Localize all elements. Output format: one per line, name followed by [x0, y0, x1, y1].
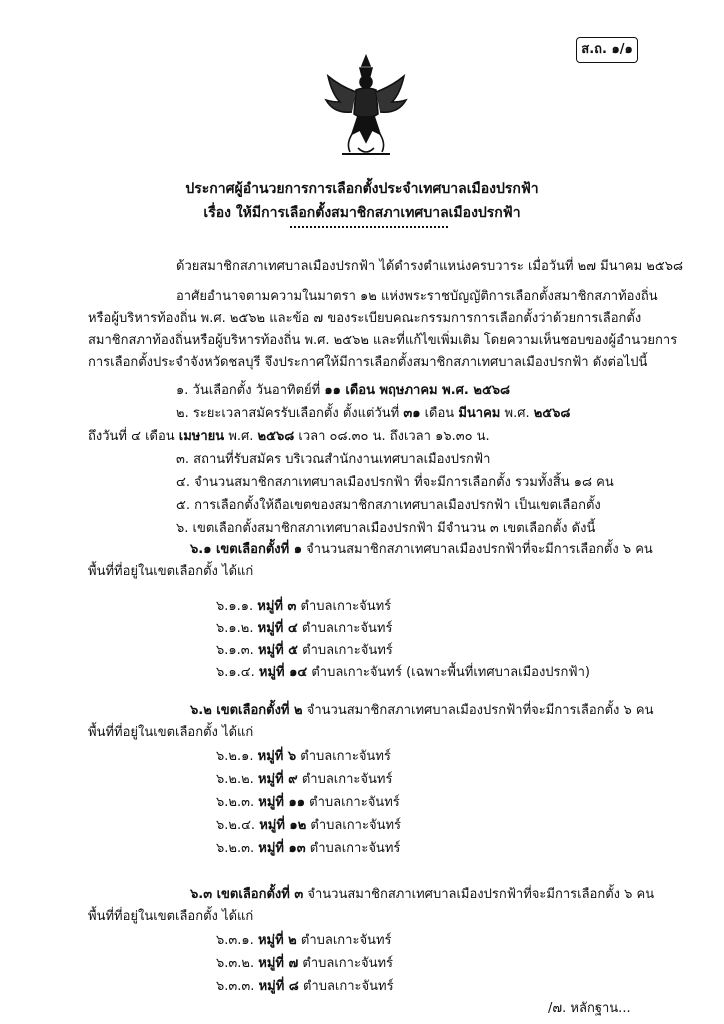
- item-constituency-rule: ๕. การเลือกตั้งให้ถือเขตของสมาชิกสภาเทศบาลเมืองปรกฟ้า เป็นเขตเลือกตั้ง: [176, 498, 601, 513]
- zone-3-area-2: [216, 956, 393, 972]
- item-constituency-count: ๖. เขตเลือกตั้งสมาชิกสภาเทศบาลเมืองปรกฟ้า มีจำนวน ๓ เขตเลือกตั้ง ดังนี้: [176, 521, 596, 536]
- item-2-day: ๓๑: [403, 406, 421, 421]
- area-moo: หมู่ที่ ๒: [257, 933, 297, 948]
- area-number: ๖.๒.๓.: [216, 795, 255, 810]
- area-subdistrict: ตำบลเกาะจันทร์: [296, 749, 391, 764]
- area-subdistrict: ตำบลเกาะจันทร์: [298, 979, 394, 994]
- area-number: ๖.๓.๓.: [216, 979, 255, 994]
- area-number: ๖.๓.๑.: [216, 933, 254, 948]
- item-application-period-end: [88, 429, 490, 445]
- area-moo: หมู่ที่ ๘: [258, 979, 299, 994]
- area-subdistrict: ตำบลเกาะจันทร์: [297, 772, 393, 787]
- area-moo: หมู่ที่ ๔: [257, 621, 298, 636]
- area-number: ๖.๒.๒.: [216, 772, 254, 787]
- zone-2-area-3: [216, 795, 400, 811]
- area-number: ๖.๒.๓.: [216, 841, 255, 856]
- zone-3-heading: [190, 887, 654, 903]
- zone-1-title: ๖.๑ เขตเลือกตั้งที่ ๑: [190, 542, 302, 557]
- item-2-label: ๒. ระยะเวลาสมัครรับเลือกตั้ง ตั้งแต่วันที่: [176, 406, 404, 421]
- area-moo: หมู่ที่ ๓: [257, 599, 297, 614]
- title-divider: [290, 226, 448, 228]
- area-number: ๖.๑.๓.: [216, 643, 254, 658]
- area-subdistrict: ตำบลเกาะจันทร์ (เฉพาะพื้นที่เทศบาลเมืองปรกฟ้า): [307, 665, 590, 680]
- area-moo: หมู่ที่ ๑๑: [258, 795, 305, 810]
- area-number: ๖.๒.๔.: [216, 818, 256, 833]
- area-subdistrict: ตำบลเกาะจันทร์: [296, 933, 392, 948]
- zone-3-count: จำนวนสมาชิกสภาเทศบาลเมืองปรกฟ้าที่จะมีการเลือกตั้ง ๖ คน: [303, 887, 655, 902]
- area-subdistrict: ตำบลเกาะจันทร์: [298, 956, 394, 971]
- form-code-badge: ส.ถ. ๑/๑: [576, 37, 638, 63]
- area-number: ๖.๒.๑.: [216, 749, 254, 764]
- zone-1-area-4: [216, 665, 590, 681]
- area-moo: หมู่ที่ ๗: [258, 956, 299, 971]
- item-2-end-time: เวลา ๐๘.๓๐ น. ถึงเวลา ๑๖.๓๐ น.: [294, 429, 490, 444]
- zone-1-area-2: [216, 621, 392, 637]
- intro-text: ด้วยสมาชิกสภาเทศบาลเมืองปรกฟ้า ได้ดำรงตำแหน่งครบวาระ เมื่อวันที่ ๒๗ มีนาคม ๒๕๖๘: [176, 259, 683, 274]
- zone-2-area-intro: พื้นที่ที่อยู่ในเขตเลือกตั้ง ได้แก่: [88, 725, 254, 740]
- zone-1-area-1: [216, 599, 391, 615]
- area-subdistrict: ตำบลเกาะจันทร์: [305, 795, 400, 810]
- authority-line-3: สมาชิกสภาท้องถิ่นหรือผู้บริหารท้องถิ่น พ.ศ. ๒๕๖๒ และที่แก้ไขเพิ่มเติม โดยความเห็นชอบของผู้อำนวยการ: [88, 333, 678, 348]
- area-moo: หมู่ที่ ๖: [257, 749, 297, 764]
- item-2-end-month: เมษายน: [178, 429, 225, 444]
- zone-1-area-3: [216, 643, 393, 659]
- zone-1-area-intro: พื้นที่ที่อยู่ในเขตเลือกตั้ง ได้แก่: [88, 564, 254, 579]
- zone-3-title: ๖.๓ เขตเลือกตั้งที่ ๓: [190, 887, 304, 902]
- authority-line-2: หรือผู้บริหารท้องถิ่น พ.ศ. ๒๕๖๒ และข้อ ๗ ของระเบียบคณะกรรมการการเลือกตั้งว่าด้วยการเลือกตั้ง: [88, 311, 642, 326]
- item-application-period: [176, 406, 570, 422]
- area-moo: หมู่ที่ ๙: [257, 772, 298, 787]
- area-subdistrict: ตำบลเกาะจันทร์: [298, 643, 393, 658]
- zone-1-count: จำนวนสมาชิกสภาเทศบาลเมืองปรกฟ้าที่จะมีการเลือกตั้ง ๖ คน: [301, 542, 653, 557]
- zone-2-area-4: [216, 818, 401, 834]
- zone-3-area-3: [216, 979, 394, 995]
- item-1-date: ๑๑ เดือน พฤษภาคม พ.ศ. ๒๕๖๘: [324, 383, 511, 398]
- item-1-label: ๑. วันเลือกตั้ง วันอาทิตย์ที่: [176, 383, 325, 398]
- area-moo: หมู่ที่ ๑๓: [258, 841, 306, 856]
- zone-2-heading: [190, 703, 653, 719]
- area-subdistrict: ตำบลเกาะจันทร์: [306, 818, 402, 833]
- area-number: ๖.๑.๔.: [216, 665, 255, 680]
- area-subdistrict: ตำบลเกาะจันทร์: [297, 621, 393, 636]
- area-moo: หมู่ที่ ๑๔: [258, 665, 308, 680]
- authority-line-1: อาศัยอำนาจตามความในมาตรา ๑๒ แห่งพระราชบัญญัติการเลือกตั้งสมาชิกสภาท้องถิ่น: [176, 289, 658, 304]
- item-election-date: [176, 383, 510, 399]
- zone-2-area-5: [216, 841, 400, 857]
- item-2-month-label: เดือน: [420, 406, 459, 421]
- page-continuation: /๗. หลักฐาน...: [548, 1001, 631, 1016]
- garuda-emblem-icon: [322, 52, 410, 162]
- zone-3-area-intro: พื้นที่ที่อยู่ในเขตเลือกตั้ง ได้แก่: [88, 909, 254, 924]
- area-moo: หมู่ที่ ๕: [257, 643, 299, 658]
- area-number: ๖.๓.๒.: [216, 956, 255, 971]
- item-2-end-label: ถึงวันที่ ๔ เดือน: [88, 429, 179, 444]
- announcement-title: ประกาศผู้อำนวยการการเลือกตั้งประจำเทศบาลเมืองปรกฟ้า: [185, 181, 539, 197]
- area-subdistrict: ตำบลเกาะจันทร์: [305, 841, 401, 856]
- item-2-month: มีนาคม: [458, 406, 501, 421]
- zone-2-title: ๖.๒ เขตเลือกตั้งที่ ๒: [190, 703, 303, 718]
- area-number: ๖.๑.๒.: [216, 621, 254, 636]
- zone-3-area-1: [216, 933, 392, 949]
- area-number: ๖.๑.๑.: [216, 599, 254, 614]
- zone-2-count: จำนวนสมาชิกสภาเทศบาลเมืองปรกฟ้าที่จะมีการเลือกตั้ง ๖ คน: [302, 703, 654, 718]
- authority-line-4: การเลือกตั้งประจำจังหวัดชลบุรี จึงประกาศให้มีการเลือกตั้งสมาชิกสภาเทศบาลเมืองปรกฟ้า ดังต่อไปนี้: [88, 355, 648, 370]
- area-subdistrict: ตำบลเกาะจันทร์: [296, 599, 392, 614]
- item-2-year: ๒๕๖๘: [533, 406, 571, 421]
- area-moo: หมู่ที่ ๑๒: [259, 818, 307, 833]
- item-2-end-year-label: พ.ศ.: [224, 429, 258, 444]
- item-2-year-label: พ.ศ.: [500, 406, 534, 421]
- announcement-subject: เรื่อง ให้มีการเลือกตั้งสมาชิกสภาเทศบาลเมืองปรกฟ้า: [203, 205, 521, 221]
- item-application-place: ๓. สถานที่รับสมัคร บริเวณสำนักงานเทศบาลเมืองปรกฟ้า: [176, 452, 491, 467]
- item-member-count: ๔. จำนวนสมาชิกสภาเทศบาลเมืองปรกฟ้า ที่จะมีการเลือกตั้ง รวมทั้งสิ้น ๑๘ คน: [176, 475, 614, 490]
- zone-2-area-2: [216, 772, 392, 788]
- zone-2-area-1: [216, 749, 391, 765]
- item-2-end-year: ๒๕๖๘: [257, 429, 295, 444]
- zone-1-heading: [190, 542, 653, 558]
